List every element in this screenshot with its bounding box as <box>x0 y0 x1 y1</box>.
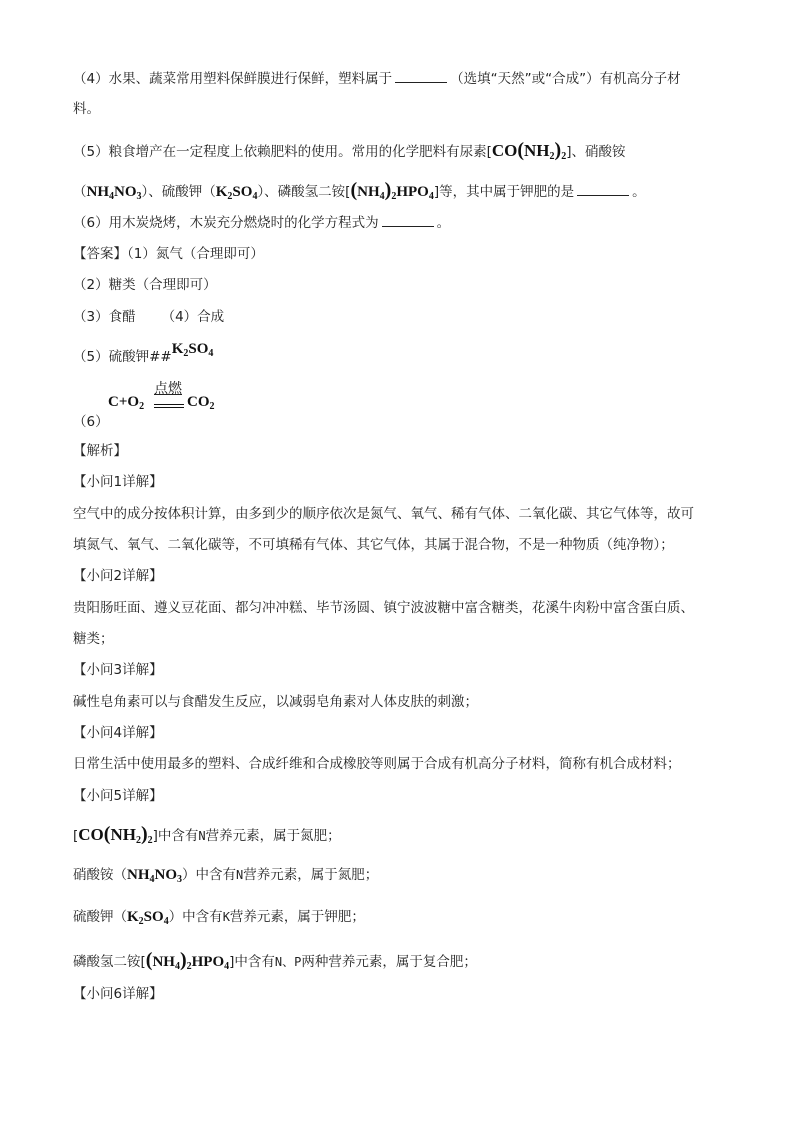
q4-line-1 <box>73 69 681 89</box>
p5-element-1: N <box>198 829 206 843</box>
answer-line-6 <box>73 412 109 432</box>
formula-diammonium-phosphate-analysis: $(NH_4)_2HPO_4$ <box>145 949 230 972</box>
p3-line <box>73 692 478 712</box>
q4-text: （4）水果、蔬菜常用塑料保鲜膜进行保鲜，塑料属于 <box>73 71 393 87</box>
q6-period: 。 <box>436 215 451 231</box>
q5-text-mid1: ）、硫酸钾（ <box>141 184 216 200</box>
p5-text-3a: 硫酸钾（ <box>73 909 127 925</box>
formula-diammonium-phosphate: $(NH_4)_2HPO_4$ <box>350 179 434 202</box>
q6-text: （6）用木炭烧烤，木炭充分燃烧时的化学方程式为 <box>73 215 379 231</box>
p2-line-1 <box>73 598 694 618</box>
q4-text-after: （选填“天然”或“合成”）有机高分子材 <box>450 71 681 87</box>
answer-line-5 <box>73 341 214 372</box>
formula-potassium-sulfate-answer: $K_2SO_4$ <box>171 341 214 359</box>
p4-text: 日常生活中使用最多的塑料、合成纤维和合成橡胶等则属于合成有机高分子材料，简称有机合成材料； <box>73 756 681 772</box>
p4-line <box>73 754 681 774</box>
answer-5: （5）硫酸钾## <box>73 349 172 365</box>
answer-blank <box>577 182 629 196</box>
q6-line-1 <box>73 213 450 233</box>
answer-3: （3）食醋 <box>73 309 136 325</box>
sub3-heading-line <box>73 660 163 680</box>
p5-text-2a: 硝酸铵（ <box>73 867 127 883</box>
sub1-heading-line <box>73 472 163 492</box>
q5-line-2 <box>73 180 646 207</box>
p3-text: 碱性皂角素可以与食醋发生反应，以减弱皂角素对人体皮肤的刺激； <box>73 694 478 710</box>
p5-bracket-open: [ <box>73 828 79 844</box>
p5-text-1b: 营养元素，属于氮肥； <box>205 828 341 844</box>
answer-line-2 <box>73 275 217 295</box>
p5-text-4b: ]中含有 <box>229 954 275 970</box>
p5-text-2c: 营养元素，属于氮肥； <box>243 867 379 883</box>
p5-element-3: K <box>222 910 230 924</box>
q4-line-2 <box>73 99 100 119</box>
equation-condition: 点燃 <box>154 381 182 397</box>
p2-text-cont: 糖类； <box>73 631 114 647</box>
p5-line-1 <box>73 824 341 851</box>
q5-text: （5）粮食增产在一定程度上依赖肥料的使用。常用的化学肥料有尿素[ <box>73 144 492 160</box>
sub5-heading: 【小问5详解】 <box>73 788 163 804</box>
analysis-heading: 【解析】 <box>73 443 127 459</box>
p2-text: 贵阳肠旺面、遵义豆花面、都匀冲冲糕、毕节汤圆、镇宁波波糖中富含糖类，花溪牛肉粉中富含蛋白质、 <box>73 600 694 616</box>
p1-text-cont: 填氮气、氧气、二氧化碳等，不可填稀有气体、其它气体，其属于混合物，不是一种物质（纯净物）； <box>73 537 674 553</box>
sub3-heading: 【小问3详解】 <box>73 662 163 678</box>
p5-text-2b: ）中含有 <box>182 867 236 883</box>
equation-reactants: $C+O_2$ <box>108 394 145 412</box>
p5-element-4: N、P <box>274 955 302 969</box>
p1-line-1 <box>73 504 694 524</box>
analysis-heading-line <box>73 441 127 461</box>
sub2-heading-line <box>73 566 163 586</box>
p5-element-2: N <box>236 868 244 882</box>
formula-potassium-sulfate: $K_2SO_4$ <box>215 184 258 202</box>
q5-line-1 <box>73 140 625 167</box>
sub4-heading: 【小问4详解】 <box>73 725 163 741</box>
q5-text-after2: ]等，其中属于钾肥的是 <box>433 184 575 200</box>
formula-urea: $CO(NH_2)_2$ <box>491 139 567 162</box>
formula-potassium-sulfate-analysis: $K_2SO_4$ <box>127 909 169 927</box>
p5-text-3b: ）中含有 <box>168 909 223 925</box>
q5-paren-open: （ <box>73 184 87 200</box>
q4-text-cont: 料。 <box>73 101 100 117</box>
sub6-heading-line <box>73 984 163 1004</box>
formula-ammonium-nitrate-analysis: $NH_4NO_3$ <box>127 867 182 885</box>
answer-2: （2）糖类（合理即可） <box>73 277 217 293</box>
p5-text-4c: 两种营养元素，属于复合肥； <box>301 954 477 970</box>
answer-blank <box>395 69 447 83</box>
p2-line-2 <box>73 629 114 649</box>
equation-product: $CO_2$ <box>187 394 215 412</box>
p5-text-3c: 营养元素，属于钾肥； <box>229 909 365 925</box>
p5-text-4a: 磷酸氢二铵[ <box>73 954 146 970</box>
equation-equals <box>154 404 184 408</box>
sub2-heading: 【小问2详解】 <box>73 568 163 584</box>
p1-text: 空气中的成分按体积计算，由多到少的顺序依次是氮气、氧气、稀有气体、二氧化碳、其它气体等，故可 <box>73 506 694 522</box>
p1-line-2 <box>73 535 674 555</box>
p5-text-1a: ]中含有 <box>152 828 199 844</box>
p5-line-3 <box>73 907 365 932</box>
combustion-equation <box>108 378 228 418</box>
sub4-heading-line <box>73 723 163 743</box>
formula-ammonium-nitrate: $NH_4NO_3$ <box>86 184 142 202</box>
p5-line-4 <box>73 950 477 977</box>
sub5-heading-line <box>73 786 163 806</box>
answer-line-1 <box>73 244 264 264</box>
answer-line-3 <box>73 307 224 327</box>
q5-text-mid2: ）、磷酸氢二铵[ <box>257 184 351 200</box>
sub1-heading: 【小问1详解】 <box>73 474 163 490</box>
answer-6: （6） <box>73 414 109 430</box>
p5-line-2 <box>73 865 378 890</box>
answer-blank <box>382 213 434 227</box>
formula-urea-analysis: $CO(NH_2)_2$ <box>78 823 153 846</box>
q5-text-after: ]、硝酸铵 <box>566 144 626 160</box>
answer-4: （4）合成 <box>161 309 225 325</box>
q5-period: 。 <box>632 184 646 200</box>
answer-1: 【答案】（1）氮气（合理即可） <box>73 246 264 262</box>
sub6-heading: 【小问6详解】 <box>73 986 163 1002</box>
